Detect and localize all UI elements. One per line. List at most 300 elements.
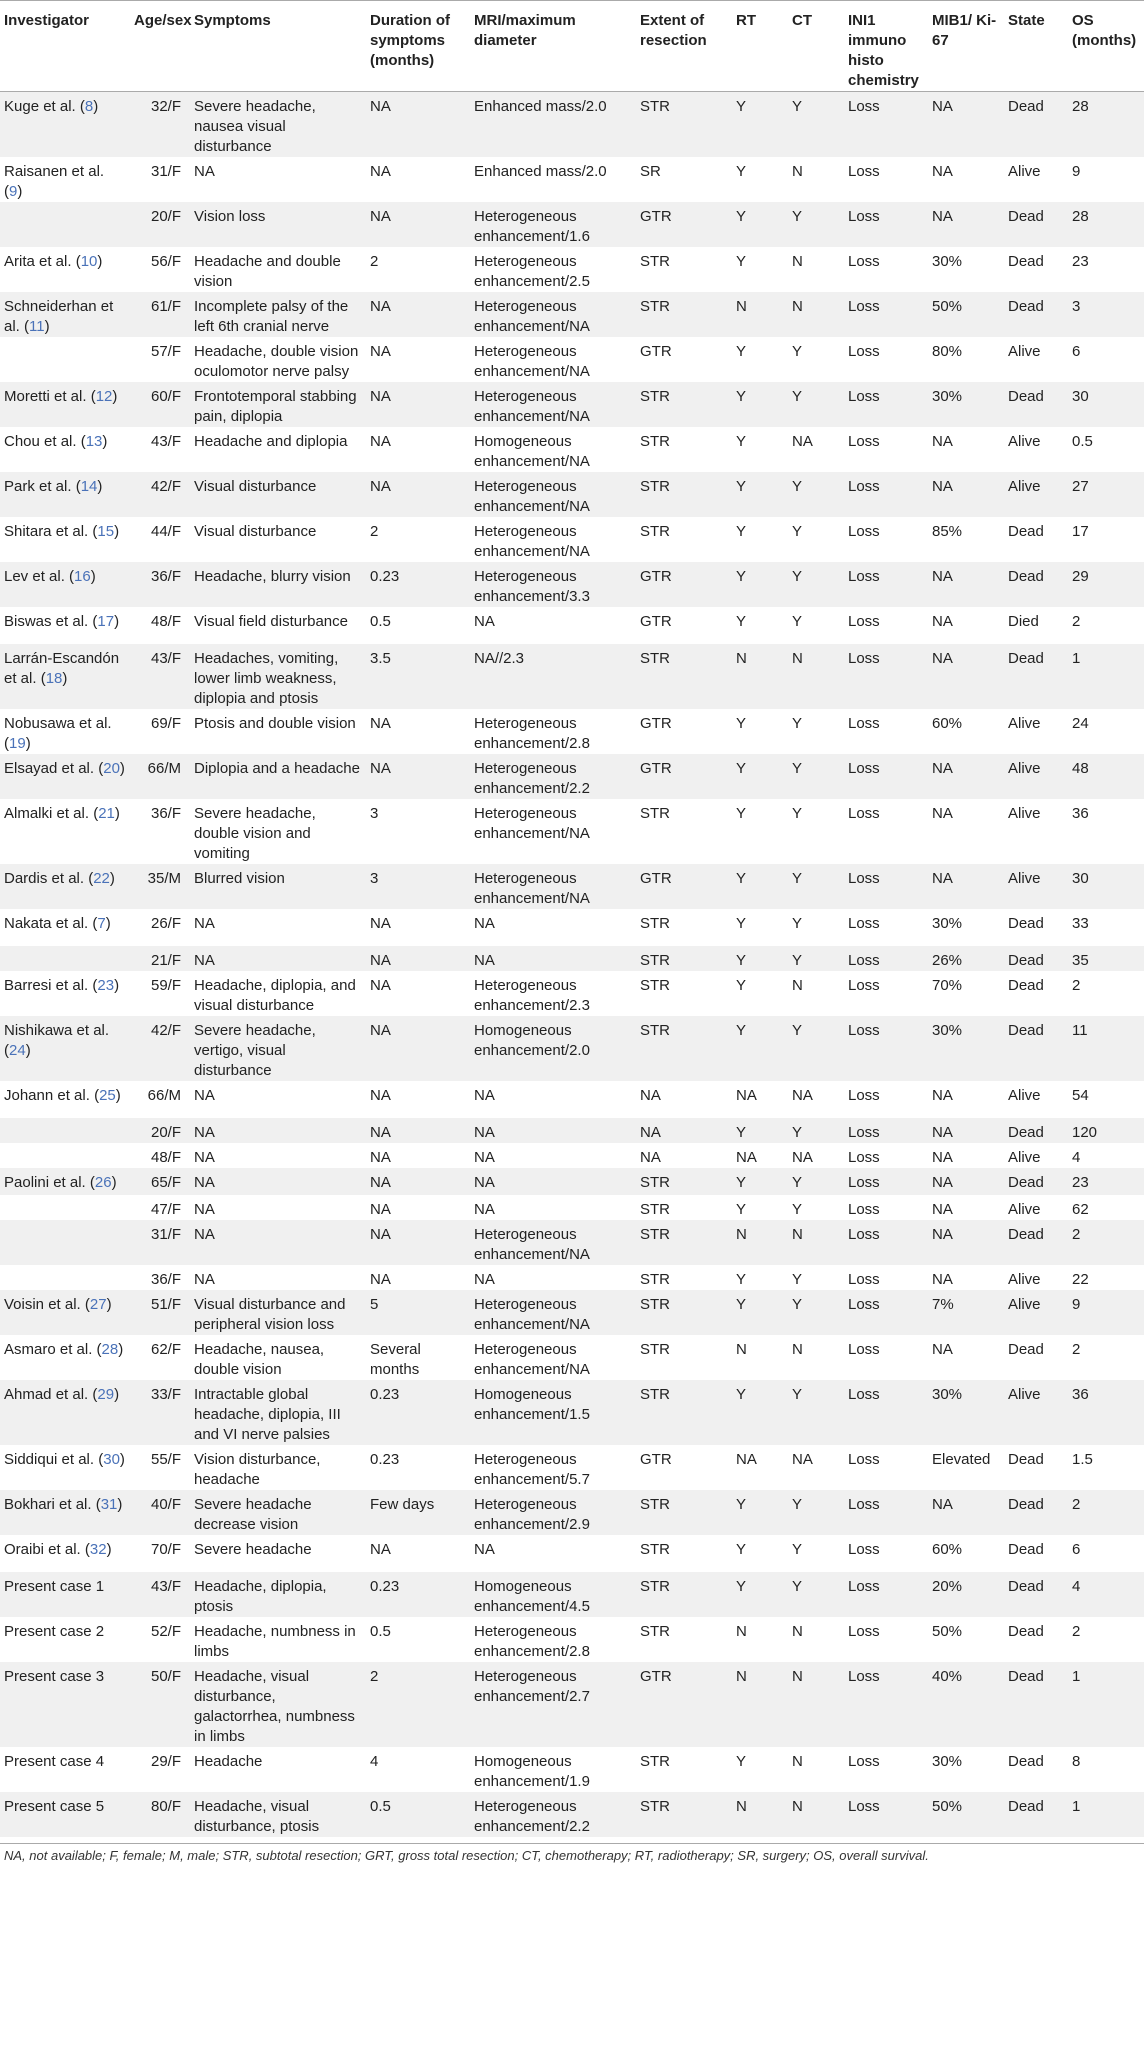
cell-mib1: 30% [932,253,963,270]
table-row [0,247,1144,292]
cell-mri-diameter: Heterogeneous enhancement/NA [470,382,636,427]
cell-state: Dead [1008,1341,1044,1358]
investigator-name: Bokhari et al. [4,1496,92,1513]
cell-ct: N [792,253,803,270]
cell-symptoms: NA [194,915,215,932]
cell-resection: GTR [640,715,672,732]
cell-state: Dead [1008,1753,1044,1770]
cell-rt: Y [736,253,747,270]
cell-ini1: Loss [848,253,880,270]
cell-duration: 0.23 [370,1451,400,1468]
cell-duration: 0.23 [366,562,470,607]
cell-resection: STR [636,472,732,517]
cell-mri-diameter: NA [474,1271,495,1288]
cell-os: 6 [1072,343,1081,360]
cell-ct: Y [788,202,844,247]
cell-resection: STR [640,805,670,822]
reference-link[interactable]: 15 [97,523,115,540]
reference-link[interactable]: 10 [80,253,98,270]
reference-link[interactable]: 25 [99,1087,116,1104]
cell-os: 2 [1068,1490,1144,1535]
cell-resection: GTR [640,1451,672,1468]
cell-state: Dead [1004,382,1068,427]
cell-investigator: Larrán-Escandón et al. (18) [0,644,130,709]
table-row [0,1290,1144,1335]
cell-age-sex: 70/F [150,1541,181,1558]
cell-duration: 3 [366,864,470,909]
cell-mib1: NA [932,613,953,630]
investigator-name: Dardis et al. [4,870,85,887]
cell-duration: 0.23 [366,1380,470,1445]
cell-ini1: Loss [844,202,928,247]
cell-resection: STR [636,1490,732,1535]
cell-os: 33 [1072,915,1089,932]
cell-resection: GTR [636,754,732,799]
cell-duration: NA [370,915,391,932]
cell-age-sex: 57/F [150,343,181,360]
table-row [0,1016,1144,1081]
cell-rt: N [736,1623,747,1640]
cell-mri-diameter: Heterogeneous enhancement/NA [474,523,590,560]
cell-ct: Y [792,523,803,540]
cell-symptoms: NA [190,1118,366,1143]
cell-age-sex: 35/M [130,864,190,909]
investigator-name: Present case 2 [4,1623,105,1640]
cell-os: 54 [1072,1087,1089,1104]
reference-link[interactable]: 11 [29,318,45,335]
cell-ct: N [792,977,803,994]
cell-duration: NA [370,1271,391,1288]
cell-age-sex: 51/F [130,1290,190,1335]
cell-os: 29 [1068,562,1144,607]
cell-mib1: 7% [928,1290,1004,1335]
cell-ct: Y [788,1168,844,1195]
cell-age-sex: 36/F [150,1271,181,1288]
cell-rt: Y [736,613,747,630]
reference-link[interactable]: 13 [85,433,103,450]
cell-rt: Y [736,1201,747,1218]
cell-mri-diameter: NA [474,1087,495,1104]
cell-state: Alive [1008,1149,1041,1166]
cell-state: Dead [1004,202,1068,247]
cell-rt: N [732,1662,788,1747]
investigator-name: Chou et al. [4,433,77,450]
cell-state: Died [1008,613,1039,630]
cell-duration: 2 [366,1662,470,1747]
cell-mri-diameter: Heterogeneous enhancement/1.6 [470,202,636,247]
reference-link[interactable]: 31 [100,1496,118,1513]
cell-duration: NA [366,946,470,971]
cell-duration: NA [366,472,470,517]
cell-ct: Y [788,1380,844,1445]
cell-mri-diameter: Homogeneous enhancement/1.9 [474,1753,590,1790]
cell-symptoms: Headache, double vision oculomotor nerve palsy [194,343,359,380]
cell-investigator [0,1118,130,1143]
reference-link[interactable]: 12 [95,388,113,405]
cell-investigator: Moretti et al. (12) [0,382,130,427]
cell-investigator [0,1747,130,1792]
cell-ini1: Loss [848,523,880,540]
cell-resection: SR [640,163,661,180]
cell-investigator [0,202,130,247]
cell-mib1: NA [932,805,953,822]
cell-mib1: 80% [932,343,963,360]
table-row [0,1792,1144,1837]
cell-age-sex: 29/F [150,1753,181,1770]
cell-mib1: NA [932,1149,953,1166]
table-row [0,517,1144,562]
cell-rt: Y [736,433,747,450]
cell-resection: STR [636,644,732,709]
cell-symptoms: Headache, visual disturbance, galactorrhea, numbness in limbs [190,1662,366,1747]
cell-ct: Y [792,1201,803,1218]
cell-rt: Y [732,1168,788,1195]
reference-link[interactable]: 22 [93,870,110,887]
cell-age-sex: 47/F [150,1201,181,1218]
cell-symptoms: Headache and diplopia [194,433,348,450]
cell-mib1: 50% [928,1792,1004,1837]
reference-link[interactable]: 27 [89,1296,107,1313]
cell-investigator [0,1265,130,1290]
cell-os: 28 [1068,92,1144,158]
cell-investigator: Chou et al. (13) [4,433,108,450]
column-header: Age/sex [130,1,190,92]
cell-resection: STR [636,1572,732,1617]
cell-ini1: Loss [848,715,880,732]
cell-age-sex: 56/F [150,253,181,270]
cell-age-sex: 59/F [150,977,181,994]
table-row [0,92,1144,158]
cell-rt: Y [736,343,747,360]
cell-state: Dead [1008,915,1044,932]
cell-duration: Few days [366,1490,470,1535]
table-row [0,946,1144,971]
cell-symptoms: Headache, blurry vision [190,562,366,607]
cell-resection: GTR [640,613,672,630]
cell-state: Dead [1004,1168,1068,1195]
cell-state: Dead [1008,523,1044,540]
investigator-name: Nakata et al. [4,915,89,932]
cell-ini1: Loss [844,292,928,337]
reference-link[interactable]: 19 [9,735,26,752]
cell-investigator: Siddiqui et al. (30) [4,1451,125,1468]
cell-os: 11 [1068,1016,1144,1081]
cell-mib1: NA [932,433,953,450]
cell-rt: N [732,1792,788,1837]
cell-duration: 3.5 [366,644,470,709]
table-row [0,1335,1144,1380]
cell-ct: Y [788,382,844,427]
cell-investigator: Paolini et al. (26) [0,1168,130,1195]
cell-investigator [0,1220,130,1265]
cell-mib1: NA [928,754,1004,799]
cell-mib1: NA [928,1490,1004,1535]
cell-state: Alive [1008,1271,1041,1288]
cell-investigator [0,1143,130,1168]
cell-mib1: 85% [932,523,963,540]
cell-rt: N [736,1341,747,1358]
cell-resection: STR [636,1792,732,1837]
cell-os: 2 [1072,1623,1081,1640]
cell-os: 22 [1072,1271,1089,1288]
investigator-name: Barresi et al. [4,977,89,994]
table-row [0,1662,1144,1747]
cell-rt: Y [732,754,788,799]
table-row [0,382,1144,427]
cell-duration: 4 [370,1753,379,1770]
cell-symptoms: NA [190,1168,366,1195]
cell-mib1: 30% [928,1380,1004,1445]
cell-symptoms: Headache, diplopia, ptosis [190,1572,366,1617]
cell-ini1: Loss [848,163,880,180]
cell-symptoms: NA [194,1087,215,1104]
cell-mri-diameter: Heterogeneous enhancement/2.2 [470,1792,636,1837]
cell-duration: 0.5 [366,1792,470,1837]
cell-age-sex: 31/F [130,1220,190,1265]
table-row [0,427,1144,472]
cell-os: 6 [1072,1541,1081,1558]
column-header: Investigator [0,1,130,92]
cell-symptoms: NA [194,1201,215,1218]
cell-ct: Y [788,562,844,607]
table-row [0,202,1144,247]
cell-os: 30 [1068,864,1144,909]
reference-link[interactable]: 8 [84,98,94,115]
cell-mri-diameter: NA//2.3 [470,644,636,709]
reference-link[interactable]: 30 [103,1451,120,1468]
cell-ini1: Loss [848,1341,880,1358]
cell-duration: 0.5 [370,613,391,630]
table-row [0,1168,1144,1195]
cell-ini1: Loss [844,1662,928,1747]
table-row [0,709,1144,754]
cell-duration: NA [370,343,391,360]
table-row [0,1265,1144,1290]
cell-symptoms: Severe headache [194,1541,312,1558]
cell-ct: N [788,292,844,337]
investigator-name: Present case 5 [4,1798,105,1815]
cell-state: Alive [1008,715,1041,732]
cell-ini1: Loss [844,562,928,607]
reference-link[interactable]: 24 [9,1042,26,1059]
cell-os: 24 [1072,715,1089,732]
cell-ct: Y [792,715,803,732]
cell-state: Dead [1004,1662,1068,1747]
reference-link[interactable]: 20 [103,760,120,777]
cell-os: 1.5 [1072,1451,1093,1468]
table-row [0,607,1144,644]
cell-os: 35 [1068,946,1144,971]
cell-resection: NA [640,1149,661,1166]
cell-state: Alive [1008,1087,1041,1104]
cell-symptoms: NA [194,163,215,180]
cell-mib1: NA [928,1220,1004,1265]
cell-mib1: NA [932,1087,953,1104]
cell-ini1: Loss [848,1271,880,1288]
cell-ct: N [792,1341,803,1358]
cell-symptoms: Headache and double vision [194,253,341,290]
cell-resection: NA [636,1118,732,1143]
table-row [0,909,1144,946]
cell-resection: STR [636,292,732,337]
cell-rt: Y [732,472,788,517]
cell-duration: 3 [370,805,379,822]
cell-mib1: 60% [932,1541,963,1558]
cell-ini1: Loss [844,864,928,909]
cell-mib1: 40% [928,1662,1004,1747]
cell-symptoms: Blurred vision [190,864,366,909]
cell-investigator [0,946,130,971]
column-header: Symptoms [190,1,366,92]
cell-investigator: Arita et al. (10) [4,253,103,270]
cell-mri-diameter: NA [474,1201,495,1218]
reference-link[interactable]: 29 [97,1386,115,1403]
cell-duration: 2 [370,523,379,540]
cell-rt: Y [736,1541,747,1558]
cell-age-sex: 48/F [150,1149,181,1166]
cell-state: Dead [1004,1220,1068,1265]
cell-age-sex: 20/F [130,1118,190,1143]
cell-ini1: Loss [848,977,880,994]
cell-resection: GTR [636,562,732,607]
cell-investigator: Johann et al. (25) [4,1087,121,1104]
cell-symptoms: NA [194,1271,215,1288]
cell-os: 2 [1072,613,1081,630]
cell-resection: STR [640,433,670,450]
reference-link[interactable]: 17 [97,613,115,630]
cell-resection: STR [636,382,732,427]
cell-state: Dead [1008,1451,1044,1468]
cell-rt: NA [736,1451,757,1468]
column-header: Extent of resection [636,1,732,92]
cell-os: 36 [1072,805,1089,822]
cell-mri-diameter: NA [474,1541,495,1558]
cell-os: 1 [1068,1792,1144,1837]
cell-ct: Y [792,805,803,822]
cell-ct: Y [788,1572,844,1617]
cell-rt: Y [732,946,788,971]
cell-ct: Y [792,613,803,630]
cell-state: Alive [1008,163,1041,180]
cell-os: 62 [1072,1201,1089,1218]
cell-mib1: NA [928,472,1004,517]
cell-state: Dead [1008,253,1044,270]
cell-duration: NA [366,92,470,158]
cell-resection: STR [640,1271,670,1288]
cell-os: 8 [1072,1753,1081,1770]
cell-mri-diameter: Heterogeneous enhancement/2.2 [470,754,636,799]
cell-duration: 2 [370,253,379,270]
cell-ini1: Loss [844,754,928,799]
cell-state: Dead [1008,1541,1044,1558]
table-row [0,1081,1144,1118]
reference-link[interactable]: 16 [74,568,91,585]
investigator-name: Arita et al. [4,253,72,270]
cell-ini1: Loss [844,1118,928,1143]
cell-state: Alive [1004,1290,1068,1335]
reference-link[interactable]: 7 [97,915,106,932]
table-row [0,799,1144,864]
investigator-name: Johann et al. [4,1087,90,1104]
cell-mri-diameter: NA [470,946,636,971]
cell-os: 2 [1072,1341,1081,1358]
investigator-name: Present case 1 [4,1578,105,1595]
cell-rt: Y [732,1290,788,1335]
cell-mri-diameter: Heterogeneous enhancement/NA [470,472,636,517]
cell-age-sex: 33/F [130,1380,190,1445]
table-row [0,1195,1144,1220]
cell-mib1: NA [932,1271,953,1288]
cell-ct: NA [792,433,813,450]
cell-os: 1 [1068,1662,1144,1747]
table-row [0,1490,1144,1535]
cell-mri-diameter: Heterogeneous enhancement/NA [470,1290,636,1335]
table-row [0,644,1144,709]
table-row [0,1118,1144,1143]
reference-link[interactable]: 26 [94,1174,112,1191]
cell-investigator: Asmaro et al. (28) [4,1341,124,1358]
investigator-name: Paolini et al. [4,1174,86,1191]
cell-symptoms: Visual disturbance and peripheral vision loss [190,1290,366,1335]
investigator-name: Asmaro et al. [4,1341,93,1358]
cell-ct: N [788,1220,844,1265]
cell-ini1: Loss [848,1149,880,1166]
cell-symptoms: Diplopia and a headache [190,754,366,799]
table-row [0,292,1144,337]
cell-mri-diameter: NA [474,915,495,932]
cell-state: Dead [1004,562,1068,607]
cell-investigator: Oraibi et al. (32) [4,1541,112,1558]
cell-rt: Y [732,1118,788,1143]
cell-state: Dead [1004,946,1068,971]
reference-link[interactable]: 21 [98,805,115,822]
cell-mri-diameter: Enhanced mass/2.0 [474,163,607,180]
cell-ini1: Loss [844,92,928,158]
reference-link[interactable]: 32 [89,1541,107,1558]
cell-symptoms: Headache, nausea, double vision [194,1341,325,1378]
cell-ini1: Loss [844,1168,928,1195]
cell-mib1: NA [928,562,1004,607]
reference-link[interactable]: 9 [9,183,18,200]
table-row [0,1445,1144,1490]
cell-symptoms: Visual disturbance [190,472,366,517]
cell-age-sex: 42/F [130,1016,190,1081]
cell-mib1: 30% [932,1753,963,1770]
cell-mib1: NA [928,1168,1004,1195]
cell-age-sex: 69/F [150,715,181,732]
cell-symptoms: Severe headache, vertigo, visual disturbance [190,1016,366,1081]
cell-age-sex: 80/F [130,1792,190,1837]
reference-link[interactable]: 23 [97,977,115,994]
investigator-name: Shitara et al. [4,523,89,540]
reference-link[interactable]: 28 [101,1341,119,1358]
cell-ini1: Loss [848,433,880,450]
cell-duration: 0.23 [366,1572,470,1617]
cell-mri-diameter: Heterogeneous enhancement/NA [474,805,590,842]
cell-os: 3 [1068,292,1144,337]
cell-duration: NA [366,1220,470,1265]
cell-age-sex: 62/F [150,1341,181,1358]
cell-investigator: Almalki et al. (21) [4,805,120,822]
cell-ini1: Loss [844,644,928,709]
cell-investigator [0,1617,130,1662]
reference-link[interactable]: 18 [45,670,63,687]
reference-link[interactable]: 14 [80,478,98,495]
column-header: MIB1/ Ki-67 [928,1,1004,92]
cell-duration: NA [370,1201,391,1218]
cell-symptoms: Visual field disturbance [194,613,348,630]
cell-mri-diameter: Homogeneous enhancement/1.5 [470,1380,636,1445]
